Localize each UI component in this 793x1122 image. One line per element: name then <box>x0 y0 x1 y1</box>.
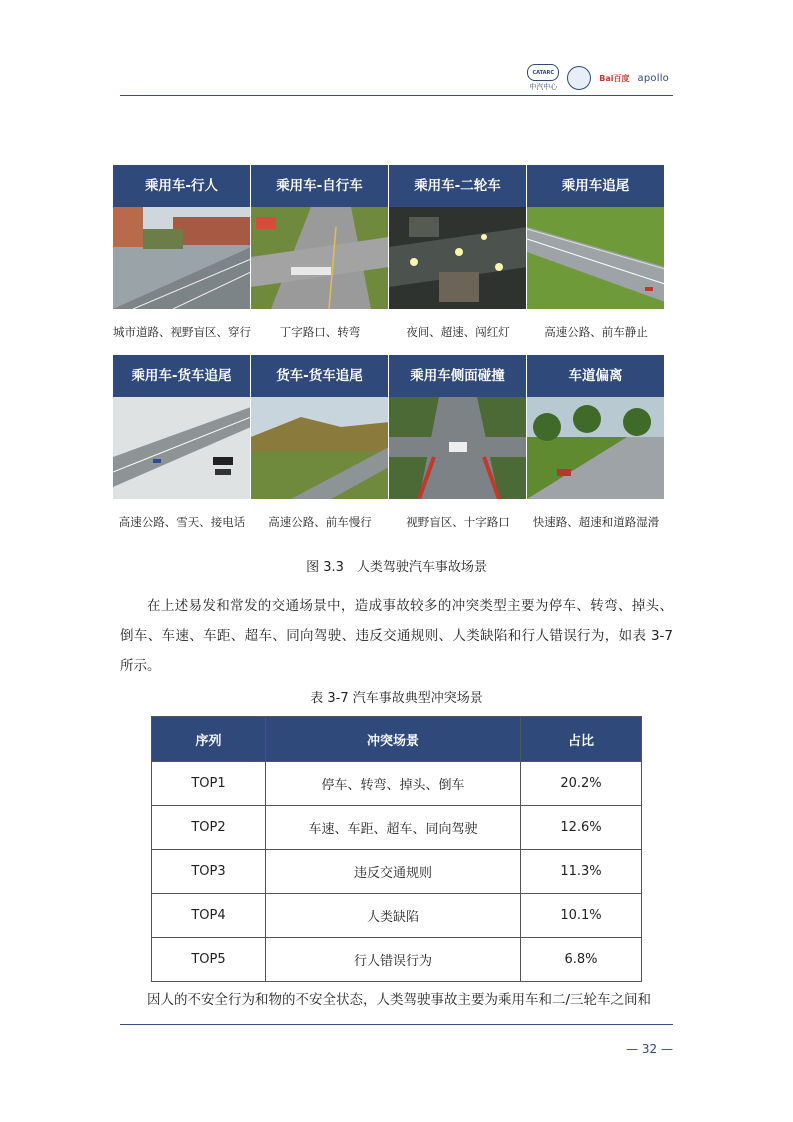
scene-cell <box>113 165 251 309</box>
scene-caption-row <box>113 309 665 355</box>
scene-caption: 夜间、超速、闯红灯 <box>406 325 510 339</box>
scene-cell <box>251 165 389 309</box>
header-rule <box>120 95 673 96</box>
table-row <box>152 762 642 806</box>
scene-title: 乘用车-行人 <box>113 165 251 207</box>
table-header-row <box>152 717 642 762</box>
highway-scene <box>527 207 665 309</box>
table-row <box>152 806 642 850</box>
rank-cell: TOP4 <box>152 894 266 938</box>
scenario-cell: 车速、车距、超车、同向驾驶 <box>265 806 520 850</box>
scene-caption: 丁字路口、转弯 <box>279 325 361 339</box>
apollo-logo: apollo <box>637 72 669 84</box>
scene-caption: 视野盲区、十字路口 <box>406 515 510 529</box>
night-intersection-scene <box>389 207 527 309</box>
scene-figure <box>113 165 665 545</box>
university-seal-icon <box>567 66 591 90</box>
share-cell: 11.3% <box>521 850 642 894</box>
scene-title: 乘用车-货车追尾 <box>113 355 251 397</box>
scenario-cell: 人类缺陷 <box>265 894 520 938</box>
column-header: 序列 <box>152 717 266 762</box>
tree-lined-road-scene <box>527 397 665 499</box>
scene-caption: 快速路、超速和道路湿滑 <box>532 515 660 529</box>
scene-caption: 高速公路、雪天、接电话 <box>118 515 246 529</box>
scene-title: 车道偏离 <box>527 355 665 397</box>
body-paragraph: 因人的不安全行为和物的不安全状态，人类驾驶事故主要为乘用车和二/三轮车之间和 <box>147 992 652 1008</box>
scene-cell <box>389 165 527 309</box>
catarc-name: 中汽中心 <box>529 83 558 91</box>
scenario-cell: 停车、转弯、掉头、倒车 <box>265 762 520 806</box>
scene-row <box>113 355 665 499</box>
scene-cell <box>389 355 527 499</box>
scene-cell <box>113 355 251 499</box>
share-cell: 12.6% <box>521 806 642 850</box>
scene-cell <box>527 165 665 309</box>
scene-caption: 高速公路、前车慢行 <box>268 515 372 529</box>
share-cell: 20.2% <box>521 762 642 806</box>
column-header: 冲突场景 <box>265 717 520 762</box>
scene-title: 乘用车-二轮车 <box>389 165 527 207</box>
footer-rule <box>120 1024 673 1025</box>
rank-cell: TOP3 <box>152 850 266 894</box>
scene-cell <box>251 355 389 499</box>
table-caption: 表 3-7 汽车事故典型冲突场景 <box>310 691 483 706</box>
scene-title: 乘用车-自行车 <box>251 165 389 207</box>
header-logos <box>527 64 669 92</box>
scene-caption: 高速公路、前车静止 <box>544 325 648 339</box>
catarc-badge: CATARC <box>527 64 559 81</box>
table-row <box>152 850 642 894</box>
share-cell: 6.8% <box>521 938 642 982</box>
scene-title: 乘用车追尾 <box>527 165 665 207</box>
snowy-highway-scene <box>113 397 251 499</box>
rank-cell: TOP5 <box>152 938 266 982</box>
scene-title: 货车-货车追尾 <box>251 355 389 397</box>
table-row <box>152 894 642 938</box>
rural-highway-scene <box>251 397 389 499</box>
crossroad-scene <box>389 397 527 499</box>
body-paragraph: 在上述易发和常发的交通场景中，造成事故较多的冲突类型主要为停车、转弯、掉头、倒车、车速、车距、超车、同向驾驶、违反交通规则、人类缺陷和行人错误行为，如表 3-7 所示。 <box>120 598 673 674</box>
baidu-logo: Bai百度 <box>599 73 630 83</box>
scene-caption-row <box>113 499 665 545</box>
column-header: 占比 <box>521 717 642 762</box>
scenario-cell: 行人错误行为 <box>265 938 520 982</box>
catarc-logo <box>527 64 559 92</box>
scene-row <box>113 165 665 309</box>
scene-caption: 城市道路、视野盲区、穿行 <box>113 325 251 339</box>
page-number: — 32 — <box>626 1042 673 1056</box>
scene-cell <box>527 355 665 499</box>
rank-cell: TOP2 <box>152 806 266 850</box>
t-junction-scene <box>251 207 389 309</box>
share-cell: 10.1% <box>521 894 642 938</box>
table-row <box>152 938 642 982</box>
figure-caption: 图 3.3 人类驾驶汽车事故场景 <box>306 560 487 575</box>
urban-street-scene <box>113 207 251 309</box>
conflict-table <box>151 716 642 982</box>
scenario-cell: 违反交通规则 <box>265 850 520 894</box>
rank-cell: TOP1 <box>152 762 266 806</box>
scene-title: 乘用车侧面碰撞 <box>389 355 527 397</box>
